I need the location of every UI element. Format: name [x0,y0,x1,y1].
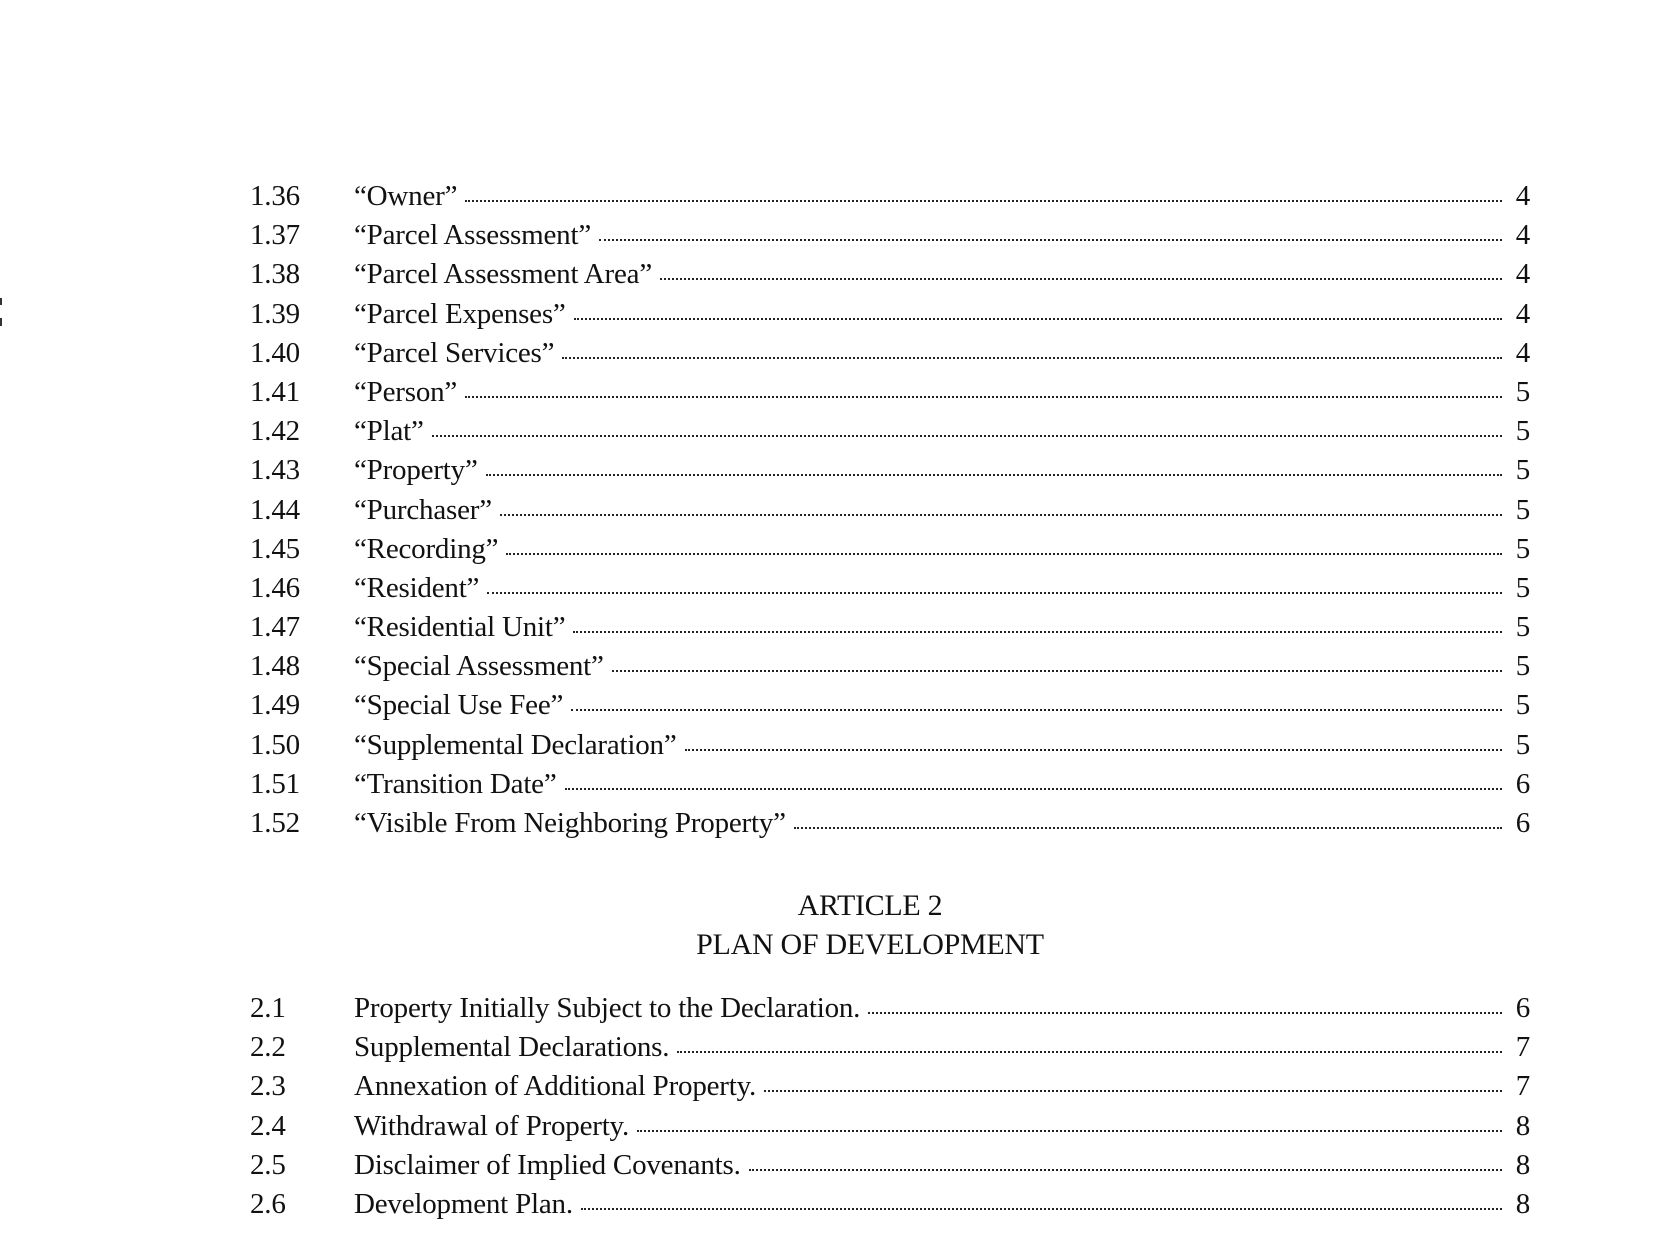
dot-leader [465,396,1502,398]
toc-entry-title: “Resident” [354,571,480,604]
margin-mark [0,298,2,305]
toc-entry-number: 1.40 [250,336,300,369]
toc-entry-number: 1.43 [250,454,300,487]
toc-entry-number: 1.36 [250,180,300,212]
toc-entry-title: Withdrawal of Property. [354,1109,630,1142]
dot-leader [581,1208,1502,1210]
toc-entry-title: Annexation of Additional Property. [354,1070,757,1103]
toc-entry-page-number: 8 [1515,1187,1530,1220]
toc-entry [250,415,1530,454]
toc-entry [250,729,1530,768]
margin-mark [0,318,2,326]
dot-leader [677,1051,1502,1053]
toc-entry-page-number: 8 [1515,1148,1530,1181]
dot-leader [660,278,1502,280]
toc-entry-number: 1.49 [250,689,300,722]
toc-entry-title: “Residential Unit” [354,611,566,644]
toc-entry-page-number: 6 [1515,767,1530,800]
toc-entry-number: 2.5 [250,1148,286,1181]
toc-entry-number: 1.47 [250,611,300,644]
dot-leader [685,749,1502,751]
dot-leader [500,514,1502,516]
toc-entry [250,376,1530,415]
toc-entry-page-number: 5 [1515,689,1530,722]
toc-entry [250,768,1530,807]
toc-entry-title: “Parcel Services” [354,336,555,369]
toc-article-1-definitions [250,180,1530,846]
toc-entry-number: 1.42 [250,415,300,448]
toc-entry [250,258,1530,297]
toc-entry-page-number: 4 [1515,258,1530,291]
toc-entry-number: 2.3 [250,1070,286,1103]
toc-entry-title: Property Initially Subject to the Declaration. [354,992,861,1024]
dot-leader [486,474,1502,476]
dot-leader [612,670,1502,672]
dot-leader [562,357,1502,359]
toc-entry [250,494,1530,533]
toc-entry-number: 1.39 [250,297,300,330]
toc-entry [250,689,1530,728]
dot-leader [637,1130,1502,1132]
toc-entry-number: 1.50 [250,728,300,761]
toc-entry-title: “Transition Date” [354,767,557,800]
toc-entry [250,1188,1530,1227]
toc-entry-page-number: 4 [1515,297,1530,330]
toc-entry-page-number: 5 [1515,650,1530,683]
toc-entry-title: “Plat” [354,415,424,448]
dot-leader [764,1090,1502,1092]
dot-leader [506,553,1502,555]
toc-entry-title: “Property” [354,454,478,487]
toc-entry-title: “Person” [354,375,458,408]
toc-entry [250,807,1530,846]
toc-entry-title: “Special Use Fee” [354,689,564,722]
toc-entry-title: “Owner” [354,180,458,212]
toc-entry [250,337,1530,376]
dot-leader [565,788,1502,790]
toc-entry [250,180,1530,219]
toc-entry [250,1110,1530,1149]
dot-leader [487,592,1502,594]
toc-entry-page-number: 6 [1515,992,1530,1024]
toc-entry-number: 1.45 [250,532,300,565]
toc-entry-page-number: 8 [1515,1109,1530,1142]
toc-entry-page-number: 6 [1515,807,1530,839]
toc-entry-page-number: 4 [1515,219,1530,252]
toc-entry-title: Supplemental Declarations. [354,1031,670,1064]
toc-entry-title: “Parcel Assessment Area” [354,258,652,291]
toc-entry-page-number: 5 [1515,532,1530,565]
toc-entry-title: “Parcel Assessment” [354,219,591,252]
dot-leader [794,827,1502,829]
toc-entry [250,219,1530,258]
toc-entry-number: 1.46 [250,571,300,604]
toc-entry-page-number: 7 [1515,1031,1530,1064]
dot-leader [571,709,1502,711]
dot-leader [465,200,1502,202]
toc-entry-page-number: 5 [1515,571,1530,604]
toc-entry-page-number: 5 [1515,375,1530,408]
toc-entry-title: Development Plan. [354,1187,573,1220]
toc-entry-page-number: 5 [1515,728,1530,761]
toc-entry-title: Disclaimer of Implied Covenants. [354,1148,741,1181]
dot-leader [599,239,1502,241]
toc-entry-number: 1.38 [250,258,300,291]
toc-entry [250,454,1530,493]
dot-leader [574,318,1502,320]
toc-entry-title: “Parcel Expenses” [354,297,566,330]
toc-entry-page-number: 4 [1515,336,1530,369]
toc-article-2-sections [250,992,1530,1227]
toc-entry [250,650,1530,689]
toc-entry-number: 1.41 [250,375,300,408]
toc-entry-title: “Recording” [354,532,499,565]
toc-entry [250,298,1530,337]
toc-entry-number: 1.37 [250,219,300,252]
toc-entry-title: “Visible From Neighboring Property” [354,807,786,839]
toc-entry-page-number: 5 [1515,493,1530,526]
toc-entry-number: 1.52 [250,807,300,839]
toc-entry-page-number: 5 [1515,454,1530,487]
toc-entry-number: 1.51 [250,767,300,800]
dot-leader [573,631,1502,633]
toc-entry-title: “Special Assessment” [354,650,604,683]
article-title-heading: PLAN OF DEVELOPMENT [696,928,1044,961]
toc-entry [250,1031,1530,1070]
toc-entry [250,572,1530,611]
toc-entry-page-number: 5 [1515,611,1530,644]
toc-entry [250,1070,1530,1109]
toc-entry-page-number: 7 [1515,1070,1530,1103]
toc-entry-number: 1.48 [250,650,300,683]
toc-entry-page-number: 5 [1515,415,1530,448]
toc-entry [250,1149,1530,1188]
toc-entry-number: 1.44 [250,493,300,526]
toc-entry [250,611,1530,650]
toc-entry-number: 2.4 [250,1109,286,1142]
toc-entry-title: “Purchaser” [354,493,492,526]
toc-entry-number: 2.1 [250,992,286,1024]
dot-leader [749,1169,1502,1171]
toc-entry-page-number: 4 [1515,180,1530,212]
dot-leader [868,1012,1502,1014]
toc-entry [250,533,1530,572]
dot-leader [432,435,1502,437]
article-number-heading: ARTICLE 2 [797,889,943,922]
toc-entry [250,992,1530,1031]
toc-entry-title: “Supplemental Declaration” [354,728,677,761]
toc-entry-number: 2.6 [250,1187,286,1220]
toc-entry-number: 2.2 [250,1031,286,1064]
